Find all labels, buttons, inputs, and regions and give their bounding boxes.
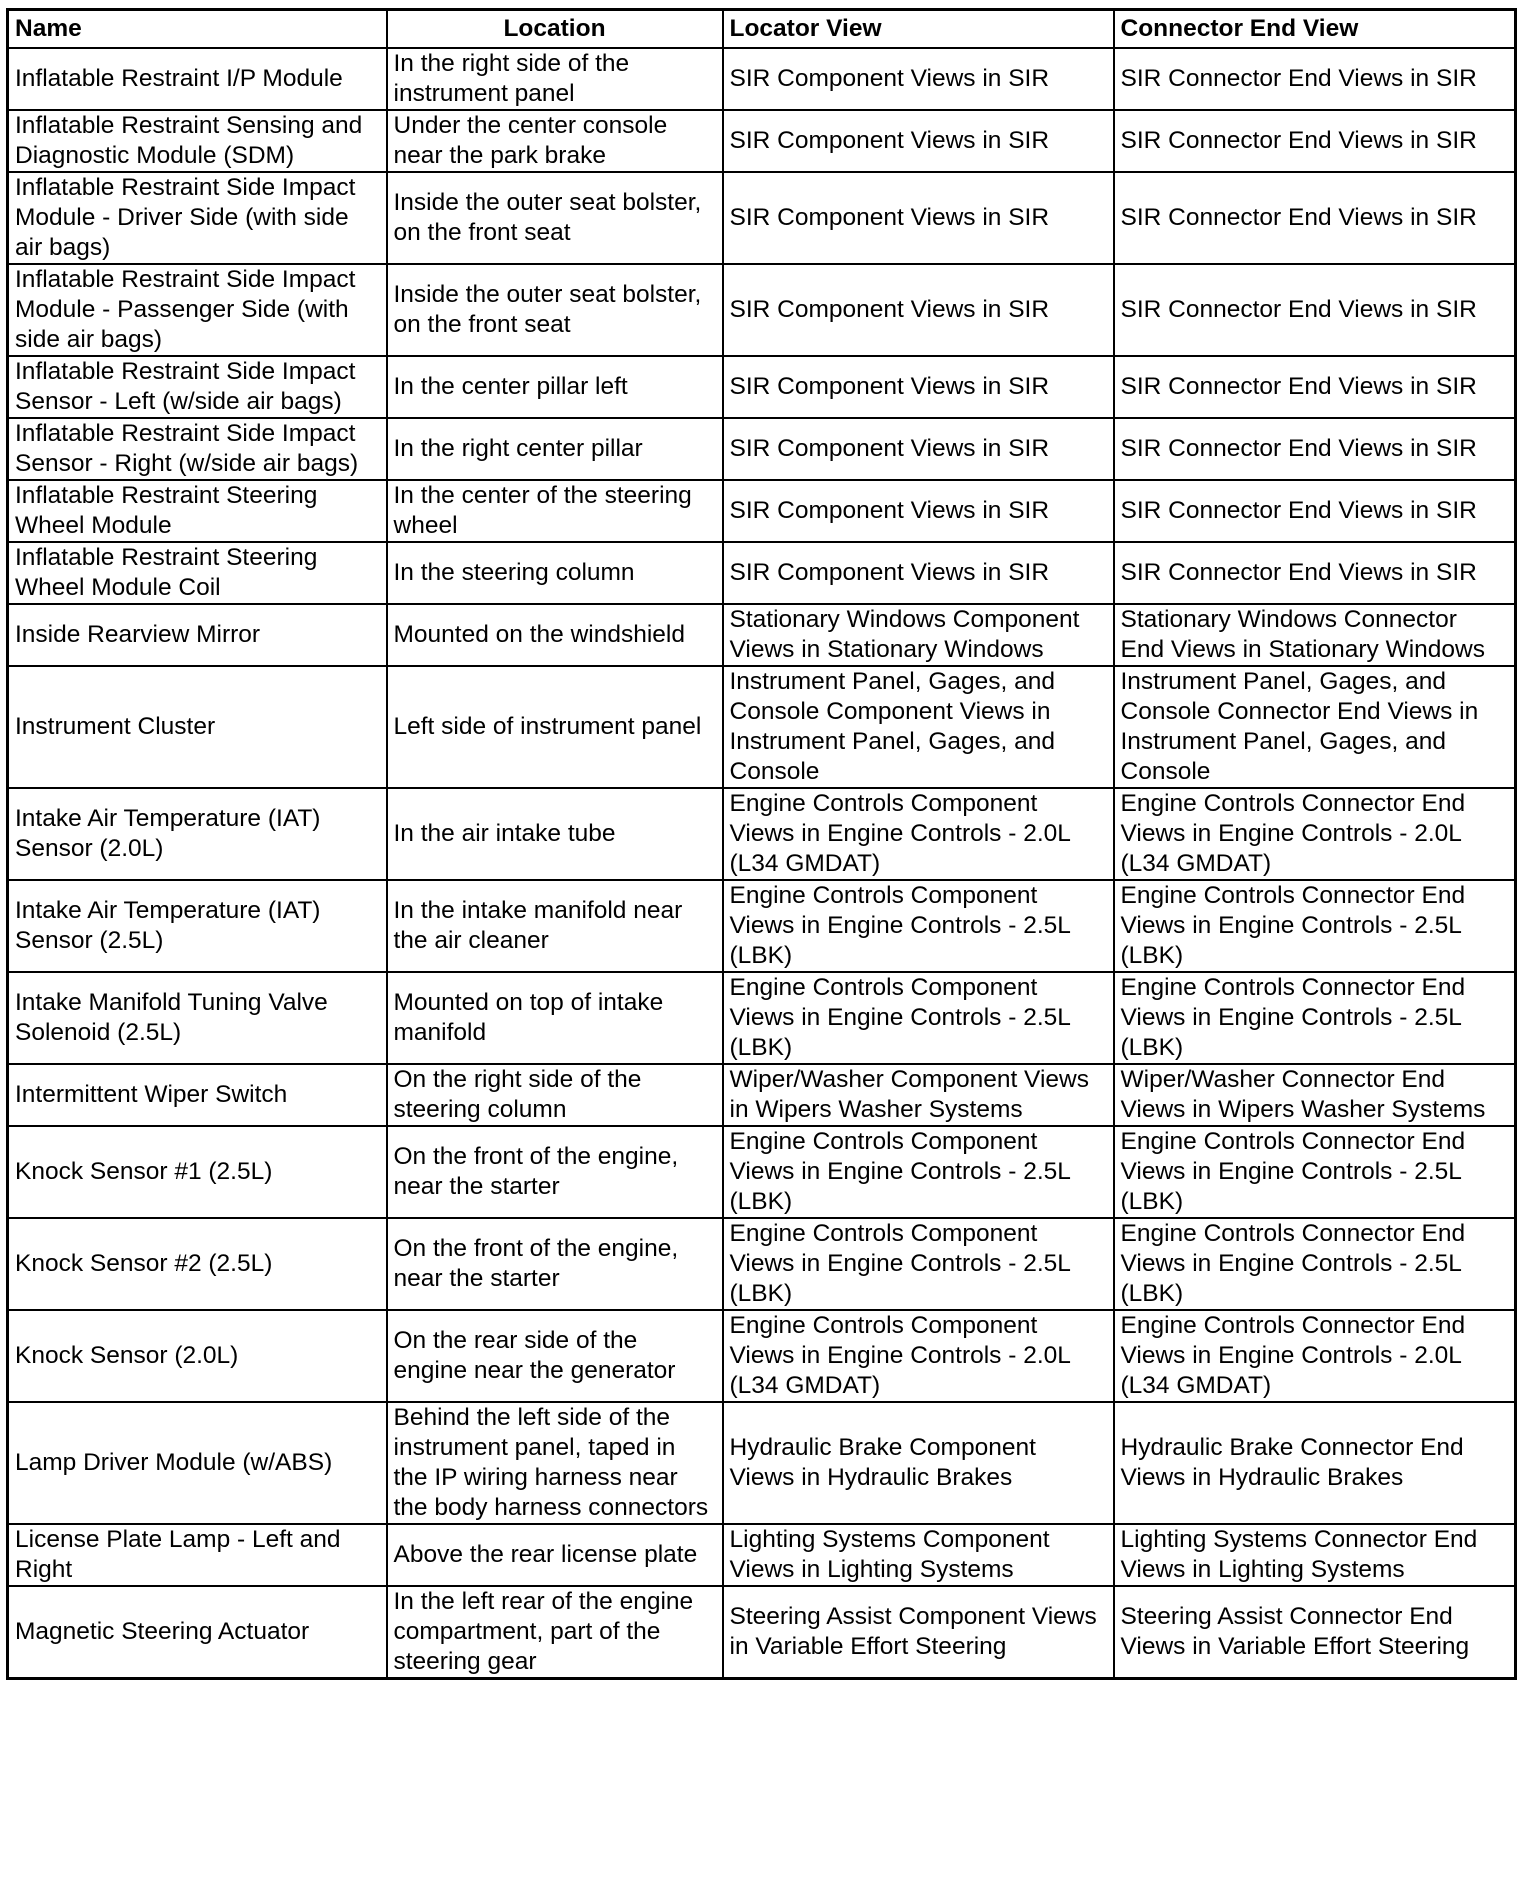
table-row	[8, 604, 1516, 666]
cell-connector-end-view: Lighting Systems Connector End Views in Lighting Systems	[1114, 1524, 1516, 1586]
cell-location: Behind the left side of the instrument panel, taped in the IP wiring harness near the body harness connectors	[387, 1402, 723, 1524]
cell-name: Inflatable Restraint I/P Module	[8, 48, 387, 110]
cell-location: On the rear side of the engine near the generator	[387, 1310, 723, 1402]
table-row	[8, 1126, 1516, 1218]
cell-name: Inflatable Restraint Side Impact Module - Driver Side (with side air bags)	[8, 172, 387, 264]
header-name: Name	[8, 10, 387, 49]
cell-connector-end-view: SIR Connector End Views in SIR	[1114, 418, 1516, 480]
cell-name: Intake Manifold Tuning Valve Solenoid (2.5L)	[8, 972, 387, 1064]
cell-locator-view: SIR Component Views in SIR	[723, 418, 1114, 480]
cell-connector-end-view: SIR Connector End Views in SIR	[1114, 172, 1516, 264]
cell-locator-view: SIR Component Views in SIR	[723, 264, 1114, 356]
cell-name: Inflatable Restraint Side Impact Sensor - Left (w/side air bags)	[8, 356, 387, 418]
cell-locator-view: Stationary Windows Component Views in Stationary Windows	[723, 604, 1114, 666]
cell-locator-view: SIR Component Views in SIR	[723, 172, 1114, 264]
cell-name: Intermittent Wiper Switch	[8, 1064, 387, 1126]
table-row	[8, 418, 1516, 480]
table-row	[8, 110, 1516, 172]
cell-locator-view: Steering Assist Component Views in Variable Effort Steering	[723, 1586, 1114, 1679]
cell-locator-view: Lighting Systems Component Views in Lighting Systems	[723, 1524, 1114, 1586]
cell-connector-end-view: Engine Controls Connector End Views in Engine Controls - 2.5L (LBK)	[1114, 972, 1516, 1064]
cell-name: Instrument Cluster	[8, 666, 387, 788]
cell-connector-end-view: Engine Controls Connector End Views in Engine Controls - 2.5L (LBK)	[1114, 880, 1516, 972]
table-row	[8, 1310, 1516, 1402]
cell-name: Knock Sensor (2.0L)	[8, 1310, 387, 1402]
cell-name: Lamp Driver Module (w/ABS)	[8, 1402, 387, 1524]
cell-locator-view: Engine Controls Component Views in Engine Controls - 2.5L (LBK)	[723, 972, 1114, 1064]
cell-connector-end-view: Stationary Windows Connector End Views in Stationary Windows	[1114, 604, 1516, 666]
cell-locator-view: Engine Controls Component Views in Engine Controls - 2.5L (LBK)	[723, 1126, 1114, 1218]
table-row	[8, 880, 1516, 972]
table-row	[8, 172, 1516, 264]
table-row	[8, 542, 1516, 604]
cell-locator-view: Engine Controls Component Views in Engine Controls - 2.0L (L34 GMDAT)	[723, 788, 1114, 880]
cell-connector-end-view: Wiper/Washer Connector End Views in Wipers Washer Systems	[1114, 1064, 1516, 1126]
table-row	[8, 1586, 1516, 1679]
cell-connector-end-view: Engine Controls Connector End Views in Engine Controls - 2.5L (LBK)	[1114, 1218, 1516, 1310]
header-locator-view: Locator View	[723, 10, 1114, 49]
table-row	[8, 1218, 1516, 1310]
cell-location: In the air intake tube	[387, 788, 723, 880]
cell-locator-view: SIR Component Views in SIR	[723, 48, 1114, 110]
cell-name: Knock Sensor #1 (2.5L)	[8, 1126, 387, 1218]
cell-location: In the center of the steering wheel	[387, 480, 723, 542]
cell-locator-view: SIR Component Views in SIR	[723, 542, 1114, 604]
cell-location: Above the rear license plate	[387, 1524, 723, 1586]
table-row	[8, 788, 1516, 880]
cell-locator-view: Engine Controls Component Views in Engine Controls - 2.5L (LBK)	[723, 1218, 1114, 1310]
cell-name: Inflatable Restraint Sensing and Diagnostic Module (SDM)	[8, 110, 387, 172]
cell-location: Inside the outer seat bolster, on the front seat	[387, 172, 723, 264]
cell-locator-view: SIR Component Views in SIR	[723, 480, 1114, 542]
cell-location: Mounted on top of intake manifold	[387, 972, 723, 1064]
cell-connector-end-view: Hydraulic Brake Connector End Views in Hydraulic Brakes	[1114, 1402, 1516, 1524]
cell-connector-end-view: Engine Controls Connector End Views in Engine Controls - 2.5L (LBK)	[1114, 1126, 1516, 1218]
cell-location: In the intake manifold near the air cleaner	[387, 880, 723, 972]
cell-location: In the center pillar left	[387, 356, 723, 418]
cell-name: Intake Air Temperature (IAT) Sensor (2.0L)	[8, 788, 387, 880]
table-row	[8, 264, 1516, 356]
cell-connector-end-view: SIR Connector End Views in SIR	[1114, 110, 1516, 172]
cell-name: Inflatable Restraint Steering Wheel Module Coil	[8, 542, 387, 604]
cell-connector-end-view: SIR Connector End Views in SIR	[1114, 480, 1516, 542]
cell-location: Under the center console near the park brake	[387, 110, 723, 172]
table-row	[8, 1524, 1516, 1586]
cell-locator-view: SIR Component Views in SIR	[723, 356, 1114, 418]
component-locator-table	[6, 8, 1517, 1680]
cell-location: Left side of instrument panel	[387, 666, 723, 788]
cell-location: On the front of the engine, near the starter	[387, 1126, 723, 1218]
cell-connector-end-view: Engine Controls Connector End Views in Engine Controls - 2.0L (L34 GMDAT)	[1114, 788, 1516, 880]
table-row	[8, 1064, 1516, 1126]
table-row	[8, 1402, 1516, 1524]
cell-location: In the right side of the instrument panel	[387, 48, 723, 110]
cell-name: Inside Rearview Mirror	[8, 604, 387, 666]
cell-location: Inside the outer seat bolster, on the front seat	[387, 264, 723, 356]
cell-name: Inflatable Restraint Steering Wheel Module	[8, 480, 387, 542]
header-connector-end-view: Connector End View	[1114, 10, 1516, 49]
cell-locator-view: Wiper/Washer Component Views in Wipers Washer Systems	[723, 1064, 1114, 1126]
cell-locator-view: Instrument Panel, Gages, and Console Component Views in Instrument Panel, Gages, and Console	[723, 666, 1114, 788]
table-row	[8, 666, 1516, 788]
cell-name: Inflatable Restraint Side Impact Sensor - Right (w/side air bags)	[8, 418, 387, 480]
cell-location: In the steering column	[387, 542, 723, 604]
cell-location: Mounted on the windshield	[387, 604, 723, 666]
table-row	[8, 972, 1516, 1064]
cell-location: On the front of the engine, near the starter	[387, 1218, 723, 1310]
cell-name: Knock Sensor #2 (2.5L)	[8, 1218, 387, 1310]
cell-connector-end-view: SIR Connector End Views in SIR	[1114, 264, 1516, 356]
cell-locator-view: Engine Controls Component Views in Engine Controls - 2.0L (L34 GMDAT)	[723, 1310, 1114, 1402]
cell-connector-end-view: SIR Connector End Views in SIR	[1114, 48, 1516, 110]
cell-name: Magnetic Steering Actuator	[8, 1586, 387, 1679]
cell-connector-end-view: Engine Controls Connector End Views in Engine Controls - 2.0L (L34 GMDAT)	[1114, 1310, 1516, 1402]
cell-location: In the right center pillar	[387, 418, 723, 480]
table-row	[8, 48, 1516, 110]
cell-location: In the left rear of the engine compartment, part of the steering gear	[387, 1586, 723, 1679]
cell-connector-end-view: SIR Connector End Views in SIR	[1114, 542, 1516, 604]
table-header-row	[8, 10, 1516, 49]
cell-locator-view: Hydraulic Brake Component Views in Hydraulic Brakes	[723, 1402, 1114, 1524]
header-location: Location	[387, 10, 723, 49]
cell-locator-view: SIR Component Views in SIR	[723, 110, 1114, 172]
table-row	[8, 480, 1516, 542]
cell-connector-end-view: Instrument Panel, Gages, and Console Connector End Views in Instrument Panel, Gages, and Console	[1114, 666, 1516, 788]
cell-name: License Plate Lamp - Left and Right	[8, 1524, 387, 1586]
cell-name: Intake Air Temperature (IAT) Sensor (2.5L)	[8, 880, 387, 972]
cell-location: On the right side of the steering column	[387, 1064, 723, 1126]
cell-connector-end-view: SIR Connector End Views in SIR	[1114, 356, 1516, 418]
cell-connector-end-view: Steering Assist Connector End Views in Variable Effort Steering	[1114, 1586, 1516, 1679]
cell-name: Inflatable Restraint Side Impact Module - Passenger Side (with side air bags)	[8, 264, 387, 356]
cell-locator-view: Engine Controls Component Views in Engine Controls - 2.5L (LBK)	[723, 880, 1114, 972]
table-row	[8, 356, 1516, 418]
